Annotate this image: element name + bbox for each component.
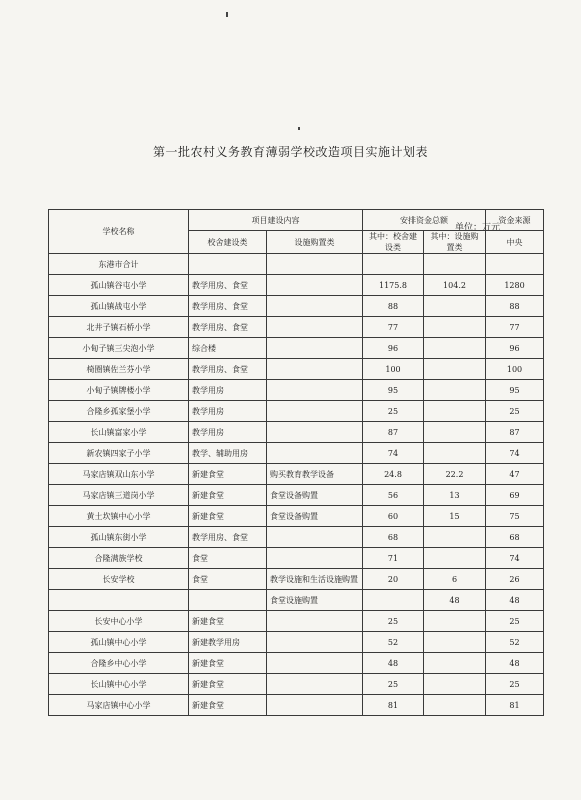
funds-equipment-cell xyxy=(424,422,486,443)
table-row xyxy=(49,338,544,359)
equipment-cell xyxy=(267,422,363,443)
funds-equipment-cell xyxy=(424,527,486,548)
building-cell: 教学用房、食堂 xyxy=(189,275,267,296)
equipment-cell xyxy=(267,527,363,548)
school-cell: 长安学校 xyxy=(49,569,189,590)
funds-equipment-cell xyxy=(424,632,486,653)
central-cell: 26 xyxy=(486,569,544,590)
funds-equipment-cell: 104.2 xyxy=(424,275,486,296)
funds-building-cell: 25 xyxy=(363,401,424,422)
funds-equipment-cell xyxy=(424,296,486,317)
building-cell: 教学用房 xyxy=(189,401,267,422)
building-cell: 教学用房、食堂 xyxy=(189,359,267,380)
funds-building-cell: 74 xyxy=(363,443,424,464)
header-row-1 xyxy=(49,210,544,231)
equipment-cell xyxy=(267,254,363,275)
header-building: 校舍建设类 xyxy=(189,231,267,254)
header-funds-building: 其中：校舍建设类 xyxy=(363,231,424,254)
building-cell: 新建食堂 xyxy=(189,653,267,674)
scan-mark xyxy=(298,127,300,130)
table-row xyxy=(49,296,544,317)
funds-building-cell: 60 xyxy=(363,506,424,527)
school-cell: 北井子镇石桥小学 xyxy=(49,317,189,338)
central-cell: 77 xyxy=(486,317,544,338)
central-cell xyxy=(486,254,544,275)
table-row xyxy=(49,548,544,569)
funds-building-cell: 87 xyxy=(363,422,424,443)
building-cell: 新建食堂 xyxy=(189,485,267,506)
building-cell: 教学用房 xyxy=(189,422,267,443)
building-cell xyxy=(189,590,267,611)
funds-equipment-cell xyxy=(424,611,486,632)
central-cell: 25 xyxy=(486,674,544,695)
header-project-content: 项目建设内容 xyxy=(189,210,363,231)
funds-building-cell: 56 xyxy=(363,485,424,506)
school-cell: 马家店镇三道岗小学 xyxy=(49,485,189,506)
funds-building-cell: 77 xyxy=(363,317,424,338)
equipment-cell: 教学设施和生活设施购置 xyxy=(267,569,363,590)
building-cell: 新建教学用房 xyxy=(189,632,267,653)
school-cell: 马家店镇双山东小学 xyxy=(49,464,189,485)
page-title: 第一批农村义务教育薄弱学校改造项目实施计划表 xyxy=(152,145,428,159)
table-row xyxy=(49,527,544,548)
funds-equipment-cell xyxy=(424,443,486,464)
funds-building-cell: 81 xyxy=(363,695,424,716)
funds-building-cell xyxy=(363,254,424,275)
building-cell: 教学用房、食堂 xyxy=(189,317,267,338)
equipment-cell xyxy=(267,296,363,317)
plan-table xyxy=(48,209,544,716)
table-row xyxy=(49,653,544,674)
funds-building-cell: 20 xyxy=(363,569,424,590)
school-cell: 黄土坎镇中心小学 xyxy=(49,506,189,527)
table-row xyxy=(49,485,544,506)
funds-equipment-cell xyxy=(424,380,486,401)
funds-building-cell xyxy=(363,590,424,611)
school-cell: 小甸子镇三尖泡小学 xyxy=(49,338,189,359)
school-cell: 合隆满族学校 xyxy=(49,548,189,569)
equipment-cell xyxy=(267,443,363,464)
table-row xyxy=(49,359,544,380)
equipment-cell xyxy=(267,653,363,674)
table-row xyxy=(49,401,544,422)
funds-building-cell: 95 xyxy=(363,380,424,401)
funds-equipment-cell: 15 xyxy=(424,506,486,527)
school-cell: 长安中心小学 xyxy=(49,611,189,632)
table-row xyxy=(49,632,544,653)
table-row xyxy=(49,674,544,695)
equipment-cell xyxy=(267,275,363,296)
funds-equipment-cell xyxy=(424,338,486,359)
building-cell: 新建食堂 xyxy=(189,674,267,695)
school-cell: 合隆乡中心小学 xyxy=(49,653,189,674)
building-cell: 教学用房、食堂 xyxy=(189,527,267,548)
building-cell: 新建食堂 xyxy=(189,695,267,716)
funds-equipment-cell xyxy=(424,653,486,674)
table-row xyxy=(49,506,544,527)
funds-building-cell: 25 xyxy=(363,674,424,695)
central-cell: 47 xyxy=(486,464,544,485)
table-row xyxy=(49,275,544,296)
header-funds-total: 安排资金总额 xyxy=(363,210,486,231)
unit-label: 单位：万元 xyxy=(455,223,501,233)
central-cell: 95 xyxy=(486,380,544,401)
equipment-cell xyxy=(267,338,363,359)
funds-building-cell: 68 xyxy=(363,527,424,548)
equipment-cell xyxy=(267,401,363,422)
table-row xyxy=(49,317,544,338)
funds-building-cell: 88 xyxy=(363,296,424,317)
funds-equipment-cell: 6 xyxy=(424,569,486,590)
building-cell: 食堂 xyxy=(189,548,267,569)
funds-equipment-cell xyxy=(424,317,486,338)
equipment-cell xyxy=(267,317,363,338)
funds-equipment-cell xyxy=(424,359,486,380)
funds-equipment-cell xyxy=(424,254,486,275)
funds-equipment-cell: 48 xyxy=(424,590,486,611)
building-cell: 综合楼 xyxy=(189,338,267,359)
central-cell: 81 xyxy=(486,695,544,716)
funds-building-cell: 24.8 xyxy=(363,464,424,485)
equipment-cell xyxy=(267,548,363,569)
central-cell: 96 xyxy=(486,338,544,359)
central-cell: 68 xyxy=(486,527,544,548)
funds-equipment-cell xyxy=(424,674,486,695)
equipment-cell xyxy=(267,611,363,632)
funds-equipment-cell: 13 xyxy=(424,485,486,506)
table-row xyxy=(49,611,544,632)
school-cell: 新农镇四家子小学 xyxy=(49,443,189,464)
building-cell: 新建食堂 xyxy=(189,506,267,527)
building-cell: 新建食堂 xyxy=(189,464,267,485)
scan-mark xyxy=(226,12,228,17)
school-cell: 孤山镇东街小学 xyxy=(49,527,189,548)
building-cell: 新建食堂 xyxy=(189,611,267,632)
table-row xyxy=(49,695,544,716)
central-cell: 100 xyxy=(486,359,544,380)
header-school-name: 学校名称 xyxy=(49,210,189,254)
central-cell: 25 xyxy=(486,611,544,632)
funds-building-cell: 48 xyxy=(363,653,424,674)
funds-building-cell: 100 xyxy=(363,359,424,380)
school-cell: 孤山镇战屯小学 xyxy=(49,296,189,317)
school-cell: 马家店镇中心小学 xyxy=(49,695,189,716)
central-cell: 48 xyxy=(486,590,544,611)
school-cell: 长山镇中心小学 xyxy=(49,674,189,695)
central-cell: 52 xyxy=(486,632,544,653)
header-funds-equipment: 其中：设施购置类 xyxy=(424,231,486,254)
central-cell: 74 xyxy=(486,548,544,569)
building-cell: 教学用房、食堂 xyxy=(189,296,267,317)
header-central: 中央 xyxy=(486,231,544,254)
school-cell: 孤山镇谷屯小学 xyxy=(49,275,189,296)
central-cell: 48 xyxy=(486,653,544,674)
central-cell: 75 xyxy=(486,506,544,527)
school-cell: 合隆乡孤家堡小学 xyxy=(49,401,189,422)
funds-equipment-cell xyxy=(424,695,486,716)
central-cell: 25 xyxy=(486,401,544,422)
table-row xyxy=(49,590,544,611)
equipment-cell xyxy=(267,695,363,716)
equipment-cell: 食堂设备购置 xyxy=(267,485,363,506)
table-row xyxy=(49,443,544,464)
building-cell: 教学用房 xyxy=(189,380,267,401)
central-cell: 88 xyxy=(486,296,544,317)
equipment-cell: 食堂设施购置 xyxy=(267,590,363,611)
school-cell: 长山镇富家小学 xyxy=(49,422,189,443)
building-cell xyxy=(189,254,267,275)
school-cell xyxy=(49,590,189,611)
table-row xyxy=(49,422,544,443)
funds-building-cell: 71 xyxy=(363,548,424,569)
table-row xyxy=(49,464,544,485)
funds-building-cell: 96 xyxy=(363,338,424,359)
funds-equipment-cell: 22.2 xyxy=(424,464,486,485)
school-cell: 椅圈镇佐兰芬小学 xyxy=(49,359,189,380)
central-cell: 87 xyxy=(486,422,544,443)
header-funding-source: 资金来源 xyxy=(486,210,544,231)
table-row xyxy=(49,380,544,401)
header-equipment: 设施购置类 xyxy=(267,231,363,254)
equipment-cell xyxy=(267,380,363,401)
table-row xyxy=(49,254,544,275)
building-cell: 食堂 xyxy=(189,569,267,590)
table-row xyxy=(49,569,544,590)
central-cell: 1280 xyxy=(486,275,544,296)
school-cell: 东港市合计 xyxy=(49,254,189,275)
school-cell: 小甸子镇牌楼小学 xyxy=(49,380,189,401)
equipment-cell xyxy=(267,359,363,380)
equipment-cell: 购买教育教学设备 xyxy=(267,464,363,485)
equipment-cell xyxy=(267,632,363,653)
funds-equipment-cell xyxy=(424,548,486,569)
funds-building-cell: 52 xyxy=(363,632,424,653)
equipment-cell xyxy=(267,674,363,695)
building-cell: 教学、辅助用房 xyxy=(189,443,267,464)
school-cell: 孤山镇中心小学 xyxy=(49,632,189,653)
central-cell: 74 xyxy=(486,443,544,464)
funds-equipment-cell xyxy=(424,401,486,422)
funds-building-cell: 1175.8 xyxy=(363,275,424,296)
central-cell: 69 xyxy=(486,485,544,506)
equipment-cell: 食堂设备购置 xyxy=(267,506,363,527)
funds-building-cell: 25 xyxy=(363,611,424,632)
